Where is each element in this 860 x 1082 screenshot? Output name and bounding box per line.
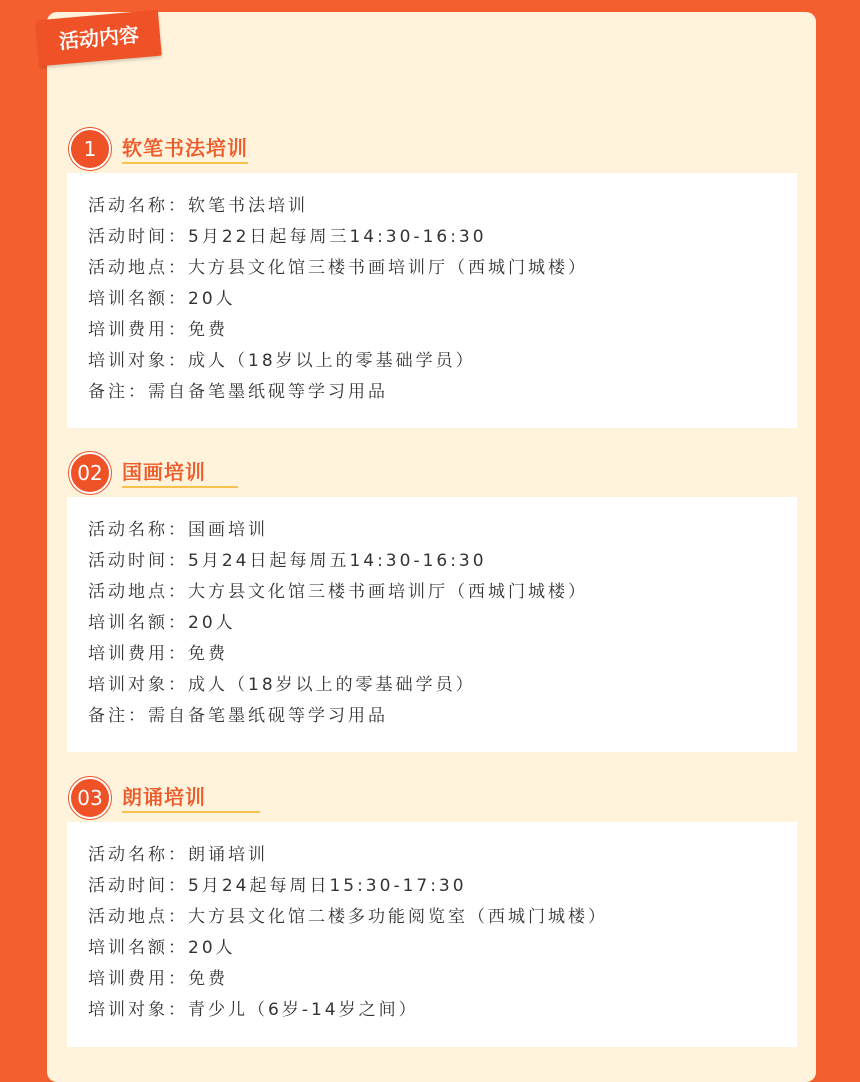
title-underline [122, 162, 248, 164]
info-line-quota: 培训名额：20人 [88, 613, 236, 633]
number-badge: 03 [69, 777, 111, 819]
section-title: 朗诵培训 [122, 785, 206, 809]
title-underline [122, 811, 260, 813]
info-line-audience: 培训对象：成人（18岁以上的零基础学员） [88, 351, 476, 371]
info-list [67, 497, 797, 732]
info-card-1 [67, 173, 797, 428]
info-line-location: 活动地点：大方县文化馆三楼书画培训厅（西城门城楼） [88, 258, 588, 278]
info-line-audience: 培训对象：青少儿（6岁-14岁之间） [88, 1000, 419, 1020]
info-line-note: 备注：需自备笔墨纸砚等学习用品 [88, 382, 388, 402]
info-line-name: 活动名称：朗诵培训 [88, 845, 268, 865]
title-underline [122, 486, 238, 488]
info-line-note: 备注：需自备笔墨纸砚等学习用品 [88, 706, 388, 726]
info-line-fee: 培训费用：免费 [88, 644, 228, 664]
info-list [67, 822, 797, 1026]
info-line-location: 活动地点：大方县文化馆二楼多功能阅览室（西城门城楼） [88, 907, 608, 927]
section-header-2 [69, 452, 369, 494]
info-line-time: 活动时间：5月24起每周日15:30-17:30 [88, 876, 467, 896]
section-tag: 活动内容 [36, 10, 162, 66]
section-header-1 [69, 128, 369, 170]
section-header-3 [69, 777, 369, 819]
info-line-fee: 培训费用：免费 [88, 320, 228, 340]
info-card-2 [67, 497, 797, 752]
info-line-location: 活动地点：大方县文化馆三楼书画培训厅（西城门城楼） [88, 582, 588, 602]
info-line-quota: 培训名额：20人 [88, 938, 236, 958]
number-badge: 1 [69, 128, 111, 170]
section-title: 国画培训 [122, 460, 206, 484]
info-line-time: 活动时间：5月22日起每周三14:30-16:30 [88, 227, 487, 247]
info-line-time: 活动时间：5月24日起每周五14:30-16:30 [88, 551, 487, 571]
info-line-audience: 培训对象：成人（18岁以上的零基础学员） [88, 675, 476, 695]
section-title: 软笔书法培训 [122, 136, 248, 160]
number-badge: 02 [69, 452, 111, 494]
info-list [67, 173, 797, 408]
info-line-quota: 培训名额：20人 [88, 289, 236, 309]
info-card-3 [67, 822, 797, 1047]
info-line-fee: 培训费用：免费 [88, 969, 228, 989]
info-line-name: 活动名称：软笔书法培训 [88, 196, 308, 216]
info-line-name: 活动名称：国画培训 [88, 520, 268, 540]
